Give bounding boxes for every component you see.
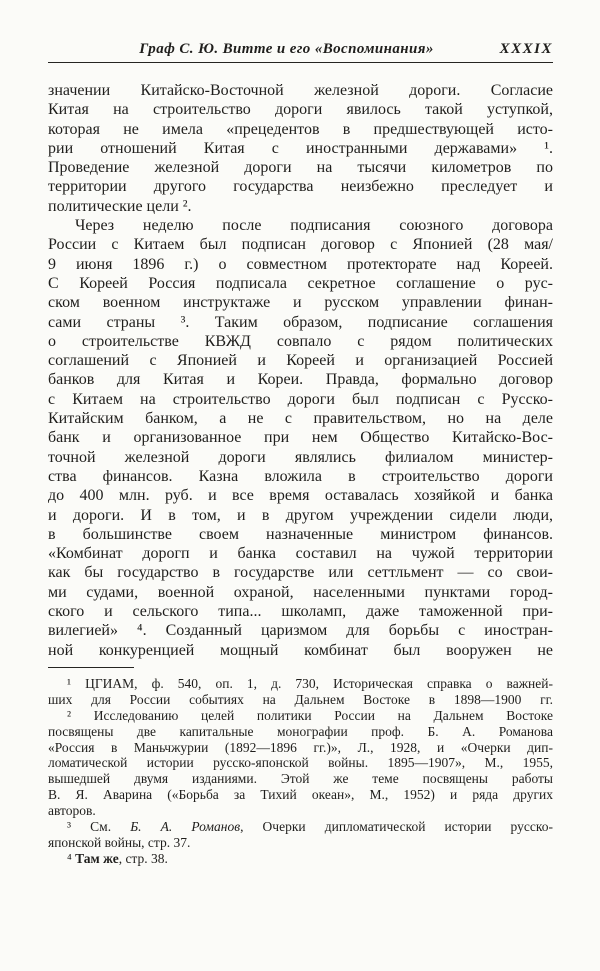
footnote xyxy=(48,819,553,851)
text-line: японской войны, стр. 37. xyxy=(48,834,191,850)
text-line: ства финансов. Казна вложила в строительство дороги xyxy=(48,467,553,485)
text-line: территории другого государства неизбежно преследует и xyxy=(48,178,553,196)
text-line: банк и организованное при нем Общество Китайско-Вос- xyxy=(48,429,553,447)
text-line: соглашений с Японией и Кореей и организацией Россией xyxy=(48,352,553,370)
text-line: ¹ ЦГИАМ, ф. 540, оп. 1, д. 730, Историческая справка о важней- xyxy=(67,675,553,691)
text-line: рии отношений Китая с иностранными державами» ¹. xyxy=(48,139,553,157)
text-line: точной железной дороги являлись филиалом министер- xyxy=(48,448,553,466)
bold-text: Там же xyxy=(75,850,119,866)
text-line: ми судами, военной охраной, населенными пунктами город- xyxy=(48,583,553,601)
text-line: Проведение железной дороги на тысячи километров по xyxy=(48,159,553,177)
text-line: авторов. xyxy=(48,803,96,819)
text-line: с Китаем на строительство дороги был подписан с Русско- xyxy=(48,390,553,408)
footnote xyxy=(48,676,553,708)
text-line: ной конкуренцией мощный комбинат был вооружен не xyxy=(48,641,553,659)
text-line: значении Китайско-Восточной железной дороги. Согласие xyxy=(48,82,553,99)
text-line: ском военном инструктаже и русском управлении финан- xyxy=(48,294,553,312)
footnotes xyxy=(48,676,553,867)
text-line: которая не имела «прецедентов в предшествующей исто- xyxy=(48,120,553,138)
text-line: России с Китаем был подписан договор с Японией (28 мая/ xyxy=(48,236,553,254)
text-line: политические цели ². xyxy=(48,197,192,215)
text-line: сами страны ³. Таким образом, подписание соглашения xyxy=(48,313,553,331)
text-line: как бы государство в государстве или сеттльмент — со свои- xyxy=(48,564,553,582)
text-block xyxy=(48,0,553,867)
page-number: XXXIX xyxy=(499,41,553,57)
text-line: В. Я. Аварина («Борьба за Тихий океан», М., 1952) и ряда других xyxy=(48,787,553,803)
plain-text: , Очерки дипломатической истории русско- xyxy=(240,819,553,835)
footnote xyxy=(48,851,553,867)
text-line: С Кореей Россия подписала секретное соглашение о рус- xyxy=(48,274,553,292)
text-line: вышедшей двумя изданиями. Этой же теме посвящены работы xyxy=(48,771,553,787)
text-line: до 400 млн. руб. и все время оставалась хозяйкой и банка xyxy=(48,487,553,505)
text-line: ших для России событиях на Дальнем Востоке в 1898—1900 гг. xyxy=(48,691,553,707)
text-line: ского и сельского типа... школамп, даже таможенной при- xyxy=(48,603,553,621)
text-line xyxy=(48,851,553,867)
body-text xyxy=(48,81,553,660)
footnote xyxy=(48,708,553,819)
text-line: 9 июня 1896 г.) о совместном протекторате над Кореей. xyxy=(48,255,553,273)
text-line: Китая на строительство дороги явилось такой уступкой, xyxy=(48,101,553,119)
text-line: банков для Китая и Кореи. Правда, формально договор xyxy=(48,371,553,389)
text-line: «Россия в Маньчжурии (1892—1896 гг.)», Л., 1928, и «Очерки дип- xyxy=(48,739,553,755)
paragraph xyxy=(48,216,553,660)
text-line: о строительстве КВЖД совпало с рядом политических xyxy=(48,332,553,350)
italic-text: Б. А. Романов xyxy=(130,819,241,835)
running-head xyxy=(48,41,553,59)
text-line: ² Исследованию целей политики России на Дальнем Востоке xyxy=(67,707,553,723)
text-line: вилегией» ⁴. Созданный царизмом для борьбы с иностран- xyxy=(48,622,553,640)
text-line: посвящены две капитальные монографии проф. Б. А. Романова xyxy=(48,723,553,739)
footnote-separator xyxy=(48,667,134,668)
plain-text: ⁴ xyxy=(67,850,76,866)
text-line: Китайским банком, а не с правительством, но на деле xyxy=(48,410,553,428)
text-line: Через неделю после подписания союзного договора xyxy=(75,217,553,235)
text-line: в большинстве своем назначенные министром финансов. xyxy=(48,525,553,543)
text-line: и дороги. И в том, и в другом учреждении сидели люди, xyxy=(48,506,553,524)
plain-text: , стр. 38. xyxy=(118,850,168,866)
text-line: «Комбинат дорогп и банка составил на чужой территории xyxy=(48,545,553,563)
running-head-title: Граф С. Ю. Витте и его «Воспоминания» xyxy=(139,41,434,57)
plain-text: ³ См. xyxy=(67,819,131,835)
paragraph xyxy=(48,81,553,216)
text-line xyxy=(48,819,553,835)
header-rule xyxy=(48,62,553,63)
text-line: ломатической истории русско-японской войны. 1895—1907», М., 1955, xyxy=(48,755,553,771)
